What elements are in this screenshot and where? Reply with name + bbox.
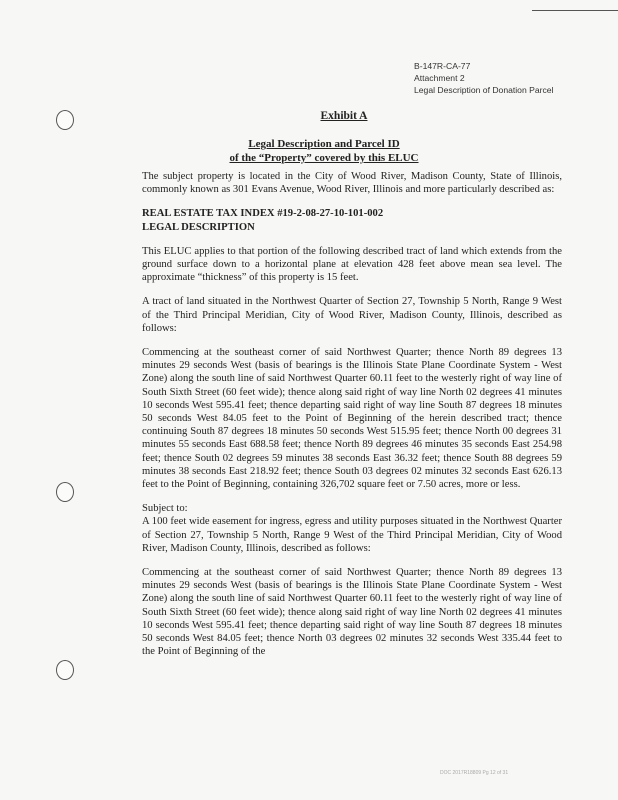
easement-paragraph: A 100 feet wide easement for ingress, egress and utility purposes situated in the Northwest Quarter of Section 27, Township 5 North, Range 9 West of the Third Principal Meridian, City of Wood River, Madison County, Illinois, described as follows: bbox=[142, 516, 562, 554]
legal-description-label: LEGAL DESCRIPTION bbox=[142, 221, 255, 233]
commencing-paragraph-1: Commencing at the southeast corner of said Northwest Quarter; thence North 89 degrees 13 minutes 29 seconds West (basis of bearings is the Illinois State Plane Coordinate System - West Zone) along the south line of said Northwest Quarter 60.11 feet to the westerly right of way line of South Sixth Street (60 feet wide); thence along said right of way line North 02 degrees 41 minutes 10 seconds West 595.41 feet; thence departing said right of way line South 87 degrees 18 minutes 50 seconds West 84.05 feet to the Point of Beginning of the herein described tract; thence continuing South 87 degrees 18 minutes 50 seconds West 515.95 feet; thence North 00 degrees 31 minutes 55 seconds East 688.58 feet; thence North 89 degrees 46 minutes 35 seconds East 254.98 feet; thence South 02 degrees 59 minutes 38 seconds East 36.32 feet; thence South 88 degrees 59 minutes 38 seconds East 218.92 feet; thence South 03 degrees 02 minutes 32 seconds East 626.13 feet to the Point of Beginning, containing 326,702 square feet or 7.50 acres, more or less. bbox=[142, 347, 562, 491]
subject-to-label: Subject to: bbox=[142, 503, 188, 515]
section-title-line-1: Legal Description and Parcel ID bbox=[248, 138, 400, 150]
tract-paragraph: A tract of land situated in the Northwest Quarter of Section 27, Township 5 North, Range 9 West of the Third Principal Meridian, City of Wood River, Madison County, Illinois, described as follows: bbox=[142, 296, 562, 334]
tax-index-heading bbox=[142, 207, 562, 233]
header-line-1: B-147R-CA-77 bbox=[414, 61, 471, 71]
document-body bbox=[142, 170, 562, 670]
header-line-3: Legal Description of Donation Parcel bbox=[414, 85, 554, 95]
punch-hole bbox=[56, 482, 74, 502]
tax-index-line: REAL ESTATE TAX INDEX #19-2-08-27-10-101-002 bbox=[142, 208, 384, 220]
section-title-line-2: of the “Property” covered by this ELUC bbox=[229, 151, 419, 164]
punch-hole bbox=[56, 660, 74, 680]
commencing-paragraph-2: Commencing at the southeast corner of said Northwest Quarter; thence North 89 degrees 13 minutes 29 seconds West (basis of bearings is the Illinois State Plane Coordinate System - West Zone) along the south line of said Northwest Quarter 60.11 feet to the westerly right of way line of South Sixth Street (60 feet wide); thence along said right of way line North 02 degrees 41 minutes 10 seconds West 595.41 feet; thence departing said right of way line South 87 degrees 18 minutes 50 seconds West 84.05 feet; thence North 03 degrees 02 minutes 32 seconds West 335.44 feet to the Point of Beginning of the bbox=[142, 567, 562, 658]
top-rule bbox=[532, 10, 618, 11]
section-title bbox=[0, 138, 618, 165]
page-footer: DOC 2017R18809 Pg 12 of 31 bbox=[440, 770, 509, 776]
applies-paragraph: This ELUC applies to that portion of the following described tract of land which extends from the ground surface down to a horizontal plane at elevation 428 feet above mean sea level. The approximate “thickness” of this property is 15 feet. bbox=[142, 245, 562, 284]
document-header bbox=[414, 60, 614, 96]
intro-paragraph: The subject property is located in the City of Wood River, Madison County, State of Illinois, commonly known as 301 Evans Avenue, Wood River, Illinois and more particularly described as: bbox=[142, 171, 562, 196]
header-line-2: Attachment 2 bbox=[414, 73, 465, 83]
exhibit-title: Exhibit A bbox=[320, 110, 368, 122]
